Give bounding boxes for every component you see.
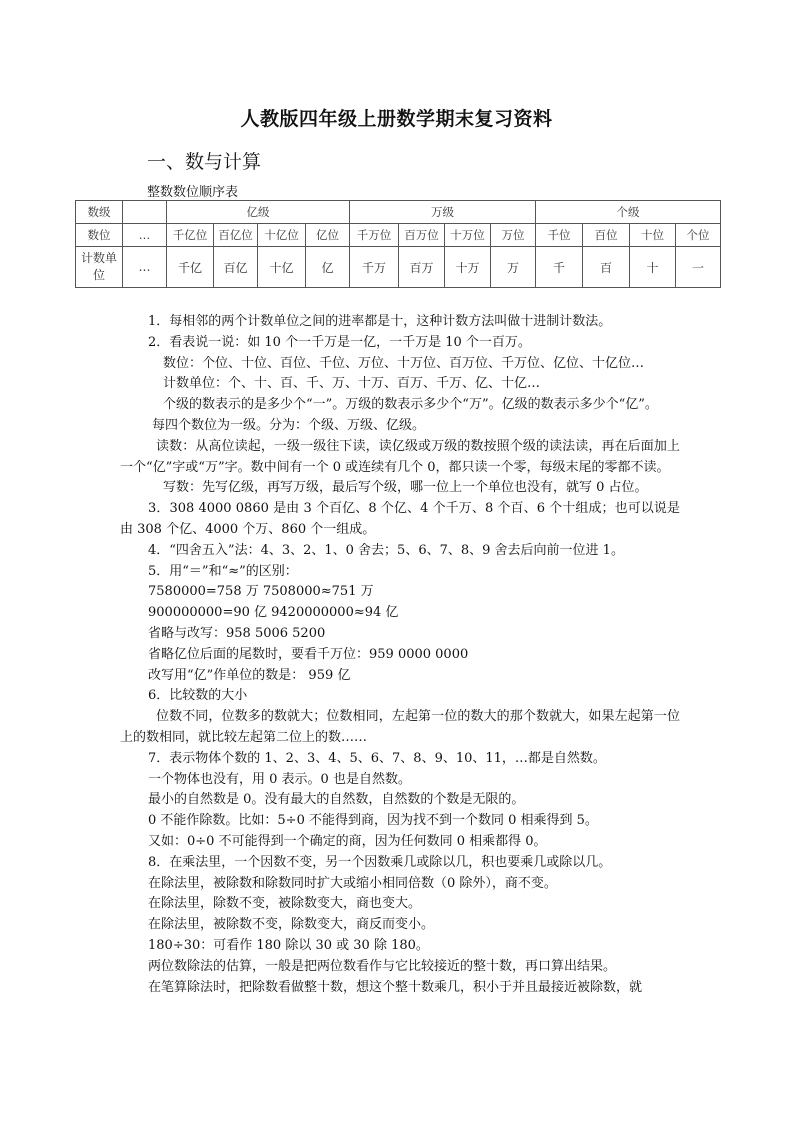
section-heading: 一、数与计算 <box>147 151 262 173</box>
table-cell: 百位 <box>583 224 630 247</box>
table-cell: 十位 <box>630 224 676 247</box>
place-value-table <box>75 200 721 288</box>
paragraph: 在笔算除法时，把除数看做整十数，想这个整十数乘几，积小于并且最接近被除数，就 <box>148 979 643 995</box>
table-cell: … <box>123 247 167 288</box>
paragraph: 省略亿位后面的尾数时，要看千万位：959 0000 0000 <box>148 646 469 662</box>
table-cell: 千万 <box>350 247 399 288</box>
paragraph: 数位：个位、十位、百位、千位、万位、十万位、百万位、千万位、亿位、十亿位… <box>163 355 645 371</box>
page-title: 人教版四年级上册数学期末复习资料 <box>240 108 553 130</box>
paragraph: 一个物体也没有，用 0 表示。0 也是自然数。 <box>148 771 411 787</box>
paragraph: 读数：从高位读起，一级一级往下读，读亿级或万级的数按照个级的读法读，再在后面加上一个“亿”字或“万”字。数中间有一个 0 或连续有几个 0，都只读一个零，每级末尾的零都不读。 <box>120 438 680 475</box>
paragraph: 3．308 4000 0860 是由 3 个百亿、8 个亿、4 个千万、8 个百、6 个十组成；也可以说是由 308 个亿、4000 个万、860 个一组成。 <box>120 501 680 537</box>
table-cell: 十万位 <box>445 224 491 247</box>
table-cell: 千位 <box>536 224 583 247</box>
table-caption: 整数数位顺序表 <box>147 185 239 200</box>
paragraph: 1．每相邻的两个计数单位之间的进率都是十，这种计数方法叫做十进制计数法。 <box>148 314 612 329</box>
table-cell: 个位 <box>676 224 721 247</box>
table-cell: 千亿位 <box>167 224 214 247</box>
paragraph: 5．用“＝”和“≈”的区别： <box>148 563 298 579</box>
table-cell: 数级 <box>76 201 123 224</box>
table-row <box>76 224 721 247</box>
table-cell: 十亿位 <box>258 224 306 247</box>
paragraph: 位数不同，位数多的数就大；位数相同，左起第一位的数大的那个数就大，如果左起第一位上的数相同，就比较左起第二位上的数…… <box>120 709 680 745</box>
table-cell: 百万位 <box>399 224 445 247</box>
paragraph: 900000000=90 亿 9420000000≈94 亿 <box>148 605 399 621</box>
paragraph: 在除法里，除数不变，被除数变大，商也变大。 <box>148 896 422 912</box>
table-cell: 亿级 <box>167 201 350 224</box>
paragraph: 在除法里，被除数不变，除数变大，商反而变小。 <box>148 917 435 933</box>
paragraph: 写数：先写亿级，再写万级，最后写个级，哪一位上一个单位也没有，就写 0 占位。 <box>163 480 648 496</box>
table-cell: 数位 <box>76 224 123 247</box>
paragraph: 最小的自然数是 0。没有最大的自然数，自然数的个数是无限的。 <box>148 792 525 808</box>
table-row <box>76 201 721 224</box>
table-cell: 百万 <box>399 247 445 288</box>
table-cell <box>123 201 167 224</box>
body-text <box>120 312 680 998</box>
paragraph: 180÷30：可看作 180 除以 30 或 30 除 180。 <box>148 937 429 953</box>
table-cell: 万级 <box>350 201 536 224</box>
table-cell: 一 <box>676 247 721 288</box>
table-cell: 亿 <box>306 247 350 288</box>
table-cell: 百 <box>583 247 630 288</box>
table-cell: 千 <box>536 247 583 288</box>
paragraph: 6．比较数的大小 <box>148 688 248 704</box>
paragraph: 7．表示物体个数的 1、2、3、4、5、6、7、8、9、10、11，…都是自然数。 <box>148 750 606 766</box>
paragraph: 4．“四舍五入”法：4、3、2、1、0 舍去；5、6、7、8、9 舍去后向前一位进 1。 <box>148 542 624 558</box>
paragraph: 两位数除法的估算，一般是把两位数看作与它比较接近的整十数，再口算出结果。 <box>148 958 617 974</box>
table-cell: 个级 <box>536 201 721 224</box>
table-cell: 十万 <box>445 247 491 288</box>
paragraph: 每四个数位为一级。分为：个级、万级、亿级。 <box>152 417 426 433</box>
table-cell: 百亿位 <box>214 224 258 247</box>
paragraph: 8．在乘法里，一个因数不变，另一个因数乘几或除以几，积也要乘几或除以几。 <box>148 854 612 870</box>
table-cell: 亿位 <box>306 224 350 247</box>
paragraph: 0 不能作除数。比如：5÷0 不能得到商，因为找不到一个数同 0 相乘得到 5。 <box>148 813 598 829</box>
table-cell: 十亿 <box>258 247 306 288</box>
table-row <box>76 247 721 288</box>
paragraph: 省略与改写：958 5006 5200 <box>148 625 326 641</box>
table-cell: … <box>123 224 167 247</box>
table-cell: 千亿 <box>167 247 214 288</box>
paragraph: 个级的数表示的是多少个“一”。万级的数表示多少个“万”。亿级的数表示多少个“亿”。 <box>163 397 658 413</box>
table-cell: 十 <box>630 247 676 288</box>
paragraph: 在除法里，被除数和除数同时扩大或缩小相同倍数（0 除外），商不变。 <box>148 875 557 891</box>
table-cell: 万 <box>491 247 536 288</box>
paragraph: 计数单位：个、十、百、千、万、十万、百万、千万、亿、十亿… <box>163 376 541 392</box>
table-cell: 万位 <box>491 224 536 247</box>
paragraph: 又如：0÷0 不可能得到一个确定的商，因为任何数同 0 相乘都得 0。 <box>148 833 547 849</box>
table-cell: 计数单位 <box>76 247 123 288</box>
table-cell: 百亿 <box>214 247 258 288</box>
paragraph: 2．看表说一说：如 10 个一千万是一亿，一千万是 10 个一百万。 <box>148 334 531 350</box>
paragraph: 7580000=758 万 7508000≈751 万 <box>148 584 374 600</box>
paragraph: 改写用“亿”作单位的数是： 959 亿 <box>148 667 351 683</box>
table-cell: 千万位 <box>350 224 399 247</box>
